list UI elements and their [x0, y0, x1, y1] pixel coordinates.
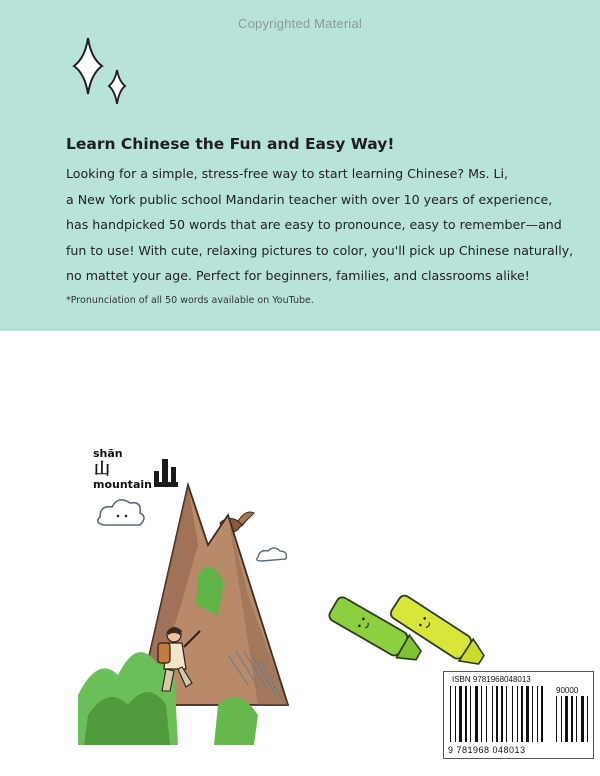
- description-blurb: [66, 135, 586, 306]
- mountain-illustration: [78, 455, 308, 745]
- cloud-icon: [98, 500, 144, 525]
- price-code: 90000: [556, 686, 579, 695]
- isbn-label: ISBN 9781968048013: [452, 675, 531, 684]
- hanzi-character: 山: [94, 459, 111, 478]
- blurb-line: a New York public school Mandarin teacher with over 10 years of experience,: [66, 191, 553, 207]
- blurb-body: [66, 161, 586, 289]
- barcode-digits: 9 781968 048013: [448, 745, 526, 755]
- blurb-headline: Learn Chinese the Fun and Easy Way!: [66, 135, 395, 153]
- blurb-line: has handpicked 50 words that are easy to pronounce, easy to remember—and: [66, 217, 562, 233]
- cloud-icon: [257, 548, 287, 561]
- isbn-barcode: [443, 671, 594, 759]
- blurb-line: Looking for a simple, stress-free way to start learning Chinese? Ms. Li,: [66, 166, 509, 181]
- mountain-pictograph-icon: [154, 459, 178, 487]
- pinyin-label: shān: [93, 447, 123, 460]
- youtube-footnote: *Pronunciation of all 50 words available on YouTube.: [66, 294, 314, 306]
- barcode-bars: [450, 686, 590, 746]
- copyright-watermark-top: Copyrighted Material: [238, 16, 362, 31]
- sparkle-icon: [68, 36, 138, 111]
- blurb-line: no mattet your age. Perfect for beginners, families, and classrooms alike!: [66, 268, 530, 284]
- english-word: mountain: [93, 478, 152, 491]
- blurb-line: fun to use! With cute, relaxing pictures to color, you'll pick up Chinese naturally,: [66, 242, 574, 258]
